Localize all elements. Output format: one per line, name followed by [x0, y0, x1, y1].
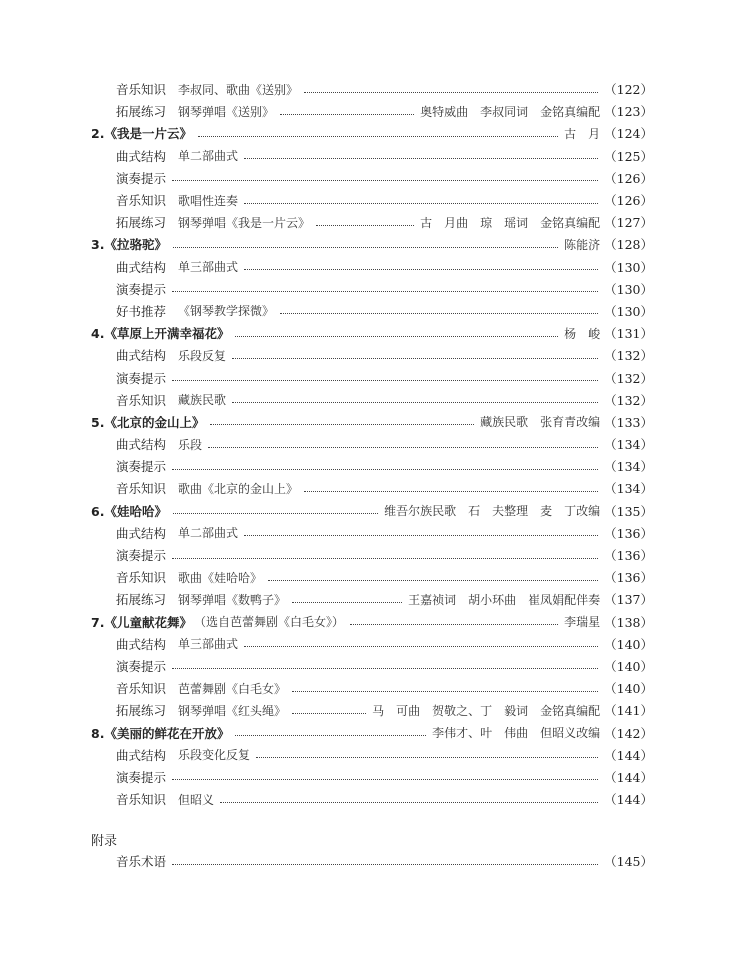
section-label: 演奏提示: [116, 281, 167, 297]
entry-detail: 藏族民歌: [178, 393, 227, 408]
page-number: （140）: [604, 681, 653, 697]
toc-line: [0, 546, 750, 564]
toc-line: [0, 790, 750, 808]
toc-subentry[interactable]: [0, 433, 750, 455]
leader-dots: [172, 668, 598, 669]
leader-dots: [350, 624, 558, 625]
toc-line: [0, 852, 750, 870]
toc-subentry[interactable]: [0, 278, 750, 300]
entry-detail: 歌唱性连奏: [178, 193, 239, 208]
toc-subentry[interactable]: [0, 344, 750, 366]
leader-dots: [304, 92, 598, 93]
toc-line: [0, 613, 750, 631]
page-number: （127）: [604, 215, 653, 231]
page-number: （144）: [604, 747, 653, 763]
toc-subentry[interactable]: [0, 522, 750, 544]
toc-line: [0, 568, 750, 586]
page-number: （140）: [604, 636, 653, 652]
page-number: （124）: [604, 126, 653, 142]
section-label: 拓展练习: [116, 215, 167, 231]
entry-title: 5.《北京的金山上》: [91, 414, 205, 430]
page-number: （138）: [604, 614, 653, 630]
toc-line: [0, 80, 750, 98]
entry-credits: 维吾尔族民歌 石 夫整理 麦 丁改编: [384, 504, 601, 519]
toc-line: [0, 724, 750, 742]
entry-detail: 单三部曲式: [178, 260, 239, 275]
page-number: （132）: [604, 392, 653, 408]
toc-line: [0, 213, 750, 231]
entry-detail: 乐段变化反复: [178, 748, 251, 763]
toc-subentry[interactable]: [0, 633, 750, 655]
page-number: （144）: [604, 769, 653, 785]
leader-dots: [235, 336, 558, 337]
toc-line: [0, 147, 750, 165]
section-label: 音乐知识: [116, 681, 167, 697]
appendix-entry[interactable]: [0, 850, 750, 872]
toc-subentry[interactable]: [0, 766, 750, 788]
leader-dots: [268, 580, 598, 581]
spacer: [0, 810, 750, 828]
toc-subentry[interactable]: [0, 211, 750, 233]
entry-credits: 杨 峻: [564, 326, 601, 341]
leader-dots: [173, 513, 378, 514]
section-label: 演奏提示: [116, 370, 167, 386]
section-label: 曲式结构: [116, 259, 167, 275]
leader-dots: [172, 469, 598, 470]
page-number: （140）: [604, 658, 653, 674]
entry-credits: 李伟才、叶 伟曲 但昭义改编: [432, 726, 601, 741]
toc-subentry[interactable]: [0, 389, 750, 411]
toc-line: [0, 768, 750, 786]
toc-line: [0, 324, 750, 342]
entry-detail: 芭蕾舞剧《白毛女》: [178, 681, 287, 696]
toc-subentry[interactable]: [0, 455, 750, 477]
entry-credits: 王嘉祯词 胡小环曲 崔凤娟配伴奏: [408, 592, 601, 607]
section-label: 曲式结构: [116, 348, 167, 364]
leader-dots: [173, 247, 558, 248]
toc-subentry[interactable]: [0, 366, 750, 388]
entry-credits: 古 月: [564, 126, 601, 141]
leader-dots: [232, 402, 598, 403]
entry-detail: 但昭义: [178, 792, 215, 807]
toc-subentry[interactable]: [0, 788, 750, 810]
toc-subentry[interactable]: [0, 477, 750, 499]
entry-detail: 《钢琴教学探微》: [178, 304, 275, 319]
leader-dots: [280, 114, 414, 115]
appendix-label: 音乐术语: [116, 854, 167, 870]
leader-dots: [232, 358, 598, 359]
entry-title: 4.《草原上开满幸福花》: [91, 326, 230, 342]
page-number: （125）: [604, 148, 653, 164]
toc-subentry[interactable]: [0, 189, 750, 211]
entry-detail: 单二部曲式: [178, 526, 239, 541]
entry-detail: 钢琴弹唱《数鸭子》: [178, 592, 287, 607]
section-label: 拓展练习: [116, 104, 167, 120]
page-number: （134）: [604, 481, 653, 497]
entry-detail: 乐段: [178, 437, 203, 452]
page-number: （131）: [604, 326, 653, 342]
toc-subentry[interactable]: [0, 78, 750, 100]
toc-subentry[interactable]: [0, 566, 750, 588]
page-number: （133）: [604, 414, 653, 430]
toc-line: [0, 590, 750, 608]
entry-detail: 乐段反复: [178, 348, 227, 363]
leader-dots: [292, 602, 402, 603]
leader-dots: [244, 646, 598, 647]
leader-dots: [316, 225, 414, 226]
toc-line: [0, 346, 750, 364]
section-label: 曲式结构: [116, 148, 167, 164]
section-label: 演奏提示: [116, 170, 167, 186]
toc-subentry[interactable]: [0, 744, 750, 766]
toc-subentry[interactable]: [0, 256, 750, 278]
section-label: 曲式结构: [116, 747, 167, 763]
toc-line: [0, 413, 750, 431]
leader-dots: [244, 269, 598, 270]
page-number: （130）: [604, 303, 653, 319]
section-label: 演奏提示: [116, 658, 167, 674]
leader-dots: [292, 713, 366, 714]
entry-detail: （选自芭蕾舞剧《白毛女》）: [193, 615, 344, 630]
entry-title: 7.《儿童献花舞》: [91, 614, 192, 630]
leader-dots: [244, 203, 598, 204]
toc-line: [0, 369, 750, 387]
leader-dots: [172, 291, 598, 292]
leader-dots: [172, 864, 598, 865]
toc-line: [0, 235, 750, 253]
entry-credits: 古 月曲 琼 瑶词 金铭真编配: [420, 215, 601, 230]
toc-subentry[interactable]: [0, 300, 750, 322]
toc-subentry[interactable]: [0, 699, 750, 721]
entry-detail: 钢琴弹唱《红头绳》: [178, 703, 287, 718]
toc-line: [0, 124, 750, 142]
toc-line: [0, 302, 750, 320]
toc-entry[interactable]: [0, 322, 750, 344]
entry-title: 6.《娃哈哈》: [91, 503, 167, 519]
toc-line: [0, 502, 750, 520]
leader-dots: [198, 136, 558, 137]
toc-line: [0, 679, 750, 697]
toc-line: [0, 524, 750, 542]
entry-credits: 陈能济: [564, 237, 601, 252]
section-label: 音乐知识: [116, 392, 167, 408]
page-number: （130）: [604, 259, 653, 275]
toc-line: [0, 635, 750, 653]
toc-subentry[interactable]: [0, 145, 750, 167]
toc-line: [0, 191, 750, 209]
section-label: 音乐知识: [116, 82, 167, 98]
page-number: （145）: [604, 854, 653, 870]
entry-detail: 单二部曲式: [178, 149, 239, 164]
toc-line: [0, 280, 750, 298]
toc-entry[interactable]: [0, 233, 750, 255]
toc-subentry[interactable]: [0, 677, 750, 699]
page-number: （136）: [604, 525, 653, 541]
page-number: （126）: [604, 193, 653, 209]
entry-title: 2.《我是一片云》: [91, 126, 192, 142]
toc-line: [0, 102, 750, 120]
toc-line: [0, 391, 750, 409]
entry-detail: 单三部曲式: [178, 637, 239, 652]
page-number: （135）: [604, 503, 653, 519]
toc-line: [0, 701, 750, 719]
entry-credits: 马 可曲 贺敬之、丁 毅词 金铭真编配: [372, 703, 601, 718]
section-label: 演奏提示: [116, 459, 167, 475]
leader-dots: [172, 558, 598, 559]
leader-dots: [172, 180, 598, 181]
entry-detail: 钢琴弹唱《我是一片云》: [178, 215, 311, 230]
toc-line: [0, 479, 750, 497]
page-number: （132）: [604, 370, 653, 386]
toc-line: [0, 746, 750, 764]
section-label: 曲式结构: [116, 437, 167, 453]
entry-detail: 歌曲《北京的金山上》: [178, 481, 299, 496]
leader-dots: [292, 691, 598, 692]
toc-entry[interactable]: [0, 500, 750, 522]
page-number: （136）: [604, 548, 653, 564]
leader-dots: [280, 313, 598, 314]
section-label: 演奏提示: [116, 769, 167, 785]
leader-dots: [172, 779, 598, 780]
entry-credits: 藏族民歌 张育青改编: [480, 415, 601, 430]
section-label: 拓展练习: [116, 703, 167, 719]
toc-subentry[interactable]: [0, 100, 750, 122]
entry-detail: 李叔同、歌曲《送别》: [178, 82, 299, 97]
section-label: 音乐知识: [116, 193, 167, 209]
page-number: （144）: [604, 792, 653, 808]
leader-dots: [235, 735, 426, 736]
section-label: 音乐知识: [116, 570, 167, 586]
entry-credits: 李瑞星: [564, 615, 601, 630]
toc-entry[interactable]: [0, 411, 750, 433]
section-label: 音乐知识: [116, 481, 167, 497]
section-label: 曲式结构: [116, 525, 167, 541]
toc-subentry[interactable]: [0, 588, 750, 610]
toc-subentry[interactable]: [0, 544, 750, 566]
table-of-contents: [0, 78, 750, 873]
toc-line: [0, 657, 750, 675]
page-number: （142）: [604, 725, 653, 741]
toc-entry[interactable]: [0, 122, 750, 144]
entry-detail: 钢琴弹唱《送别》: [178, 104, 275, 119]
appendix-heading-row: [0, 828, 750, 850]
page-number: （134）: [604, 459, 653, 475]
leader-dots: [210, 424, 474, 425]
entry-title: 3.《拉骆驼》: [91, 237, 167, 253]
page-number: （122）: [604, 82, 653, 98]
leader-dots: [208, 447, 598, 448]
toc-line: [0, 457, 750, 475]
toc-line: [0, 435, 750, 453]
page-number: （123）: [604, 104, 653, 120]
leader-dots: [172, 380, 598, 381]
leader-dots: [256, 757, 598, 758]
leader-dots: [304, 491, 598, 492]
page-number: （128）: [604, 237, 653, 253]
entry-credits: 奥特威曲 李叔同词 金铭真编配: [420, 104, 601, 119]
page-number: （132）: [604, 348, 653, 364]
toc-entry[interactable]: [0, 721, 750, 743]
section-label: 音乐知识: [116, 792, 167, 808]
leader-dots: [244, 158, 598, 159]
page-number: （141）: [604, 703, 653, 719]
page-number: （126）: [604, 170, 653, 186]
entry-detail: 歌曲《娃哈哈》: [178, 570, 263, 585]
toc-entry[interactable]: [0, 611, 750, 633]
page-number: （137）: [604, 592, 653, 608]
toc-subentry[interactable]: [0, 655, 750, 677]
page-number: （130）: [604, 281, 653, 297]
entry-title: 8.《美丽的鲜花在开放》: [91, 725, 230, 741]
leader-dots: [220, 802, 598, 803]
page-number: （134）: [604, 437, 653, 453]
section-label: 好书推荐: [116, 303, 167, 319]
toc-line: [0, 169, 750, 187]
page-number: （136）: [604, 570, 653, 586]
section-label: 曲式结构: [116, 636, 167, 652]
section-label: 拓展练习: [116, 592, 167, 608]
section-label: 演奏提示: [116, 548, 167, 564]
toc-line: [0, 258, 750, 276]
leader-dots: [244, 535, 598, 536]
toc-subentry[interactable]: [0, 167, 750, 189]
appendix-title: 附录: [91, 833, 118, 849]
